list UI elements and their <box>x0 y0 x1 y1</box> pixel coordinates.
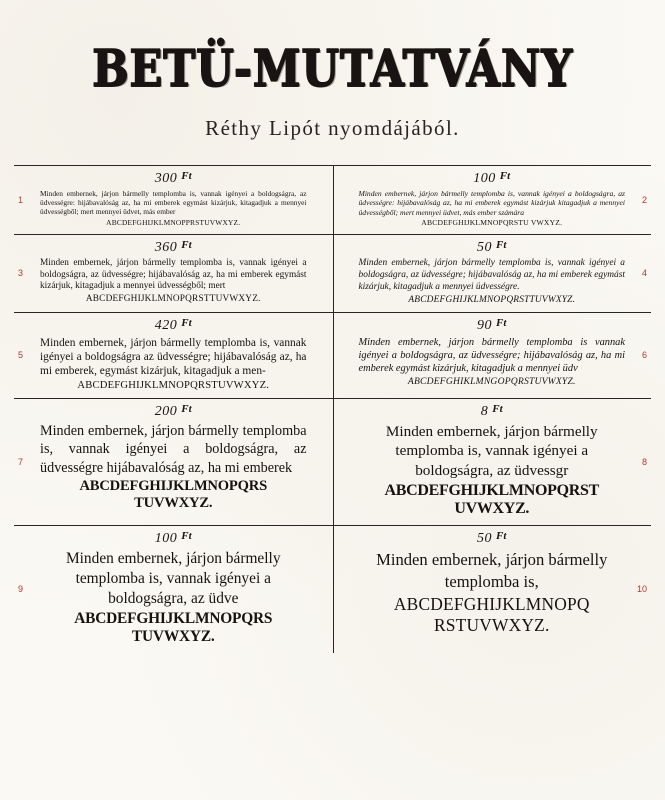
title-block <box>0 0 665 141</box>
specimen-alphabet: ABCDEFGHIJKLMNOPQRSTU VWXYZ. <box>421 218 563 228</box>
specimen-number: 7 <box>18 456 24 467</box>
specimen-cell <box>333 399 652 526</box>
specimen-alphabet: ABCDEFGHIJKLMNOPQ RSTUVWXYZ. <box>393 593 590 635</box>
specimen-alphabet: ABCDEFGHIJKLMNOPPRSTUVWXYZ. <box>106 217 241 227</box>
specimen-alphabet: ABCDEFGHIJKLMNOPQRST UVWXYZ. <box>384 481 599 517</box>
specimen-number: 5 <box>18 350 24 361</box>
specimen-body: Minden embernek, járjon bármelly templomba is, vannak igényei a boldogságra, az üdve <box>65 549 281 607</box>
specimen-cell <box>333 166 652 235</box>
specimen-cell <box>333 235 652 312</box>
specimen-number: 1 <box>18 195 24 206</box>
specimen-body: Minden embernek, járjon bármelly templomba is vannak igényei a boldogságra, az üdvességre; hijábavalóság az, ha mi emberek egymást kizárjuk, kitagadjuk a mennyei üdv <box>358 336 625 375</box>
specimen-cell <box>333 526 652 653</box>
specimen-number: 8 <box>641 456 647 467</box>
specimen-alphabet: ABCDEFGHIJKLMNOPQRSTTUVWXYZ. <box>408 294 576 305</box>
specimen-body: Minden embernek, járjon bármelly templomba is, vannak igényei a boldogságra, az üdvességre; hijábavalóság az, ha mi emberek egymást kizárjuk, kitagadjuk a mennyei üdvességből; mert <box>40 258 307 292</box>
specimen-alphabet: ABCDEFGHIJKLMNOPQRSTTUVWXYZ. <box>85 294 261 304</box>
specimen-body: Minden embernek, járjon bármelly templomba is, vannak igényei a boldogságra az üdvességre; hijábavalóság az, ha mi emberek, egymást kizárjuk, kitagadjuk a men- <box>40 336 307 378</box>
specimen-cell <box>14 526 333 653</box>
specimen-number: 10 <box>636 584 647 595</box>
specimen-cell <box>14 399 333 526</box>
specimen-number: 3 <box>18 268 24 279</box>
specimen-size: 50 $^{Ft}$ <box>477 529 507 546</box>
specimen-alphabet: ABCDEFGHIJKLMNOPQRSTUVWXYZ. <box>77 379 270 391</box>
specimen-cell <box>333 313 652 399</box>
specimen-cell <box>14 166 333 235</box>
specimen-size: 50 $^{Ft}$ <box>477 239 507 256</box>
specimen-size: 360 $^{Ft}$ <box>154 239 192 256</box>
specimen-size: 90 $^{Ft}$ <box>477 316 507 333</box>
specimen-alphabet: ABCDEFGHIJKLMNOPQRS TUVWXYZ. <box>74 609 273 645</box>
specimen-body: Minden embernek, járjon bármelly templomba is, vannak igényei a boldogságra, az üdvességre: hijábavalóság az, ha mi emberek egymást kizárjuk, kitagadjuk a mennyei üdvességből; mert mennyei üdvet, más ember <box>40 189 307 217</box>
specimen-cell <box>14 313 333 399</box>
page-subtitle: Réthy Lipót nyomdájából. <box>205 116 460 140</box>
specimen-size: 300 $^{Ft}$ <box>154 170 192 186</box>
specimen-size: 100 $^{Ft}$ <box>473 170 511 186</box>
specimen-cell <box>14 235 333 312</box>
page-title: BETÜ-MUTATVÁNY <box>92 40 573 99</box>
specimen-number: 6 <box>641 350 647 361</box>
specimen-body: Minden embernek, járjon bármelly templomba is, vannak igényei a boldogságra, az üdvességre hijábavalóság az, ha mi emberek <box>40 422 307 476</box>
specimen-body: Minden embernek, járjon bármelly templomba is, <box>376 549 608 591</box>
specimen-size: 100 $^{Ft}$ <box>154 529 192 546</box>
specimen-number: 2 <box>641 195 647 206</box>
specimen-body: Minden embernek, járjon bármelly templomba is, vannak igényei a boldogságra, az üdvességre; hijábavalóság az, ha mi emberek egymást kizárjuk, kitagadjuk a mennyei üdvességre. <box>358 258 625 292</box>
specimen-alphabet: ABCDEFGHIJKLMNOPQRS TUVWXYZ. <box>79 478 268 512</box>
specimen-alphabet: ABCDEFGHIKLMNGOPQRSTUVWXYZ. <box>407 376 576 388</box>
specimen-number: 9 <box>18 584 24 595</box>
specimen-size: 420 $^{Ft}$ <box>154 316 192 333</box>
specimen-number: 4 <box>641 268 647 279</box>
specimen-body: Minden embernek, járjon bármelly templomba is, vannak igényei a boldogságra, az üdvessgr <box>385 422 598 480</box>
specimen-size: 8 $^{Ft}$ <box>480 402 503 419</box>
specimen-body: Minden embernek, járjon bármelly templomba is, vannak igényei a boldogságra, az üdvességre: hijábavalóság az, ha mi emberek egymást kizárjuk kitagadjuk a mennyei üdvességből; mert mennyei üdvet, más ember számára <box>358 189 625 217</box>
specimen-size: 200 $^{Ft}$ <box>154 402 192 419</box>
specimen-grid <box>14 165 651 653</box>
